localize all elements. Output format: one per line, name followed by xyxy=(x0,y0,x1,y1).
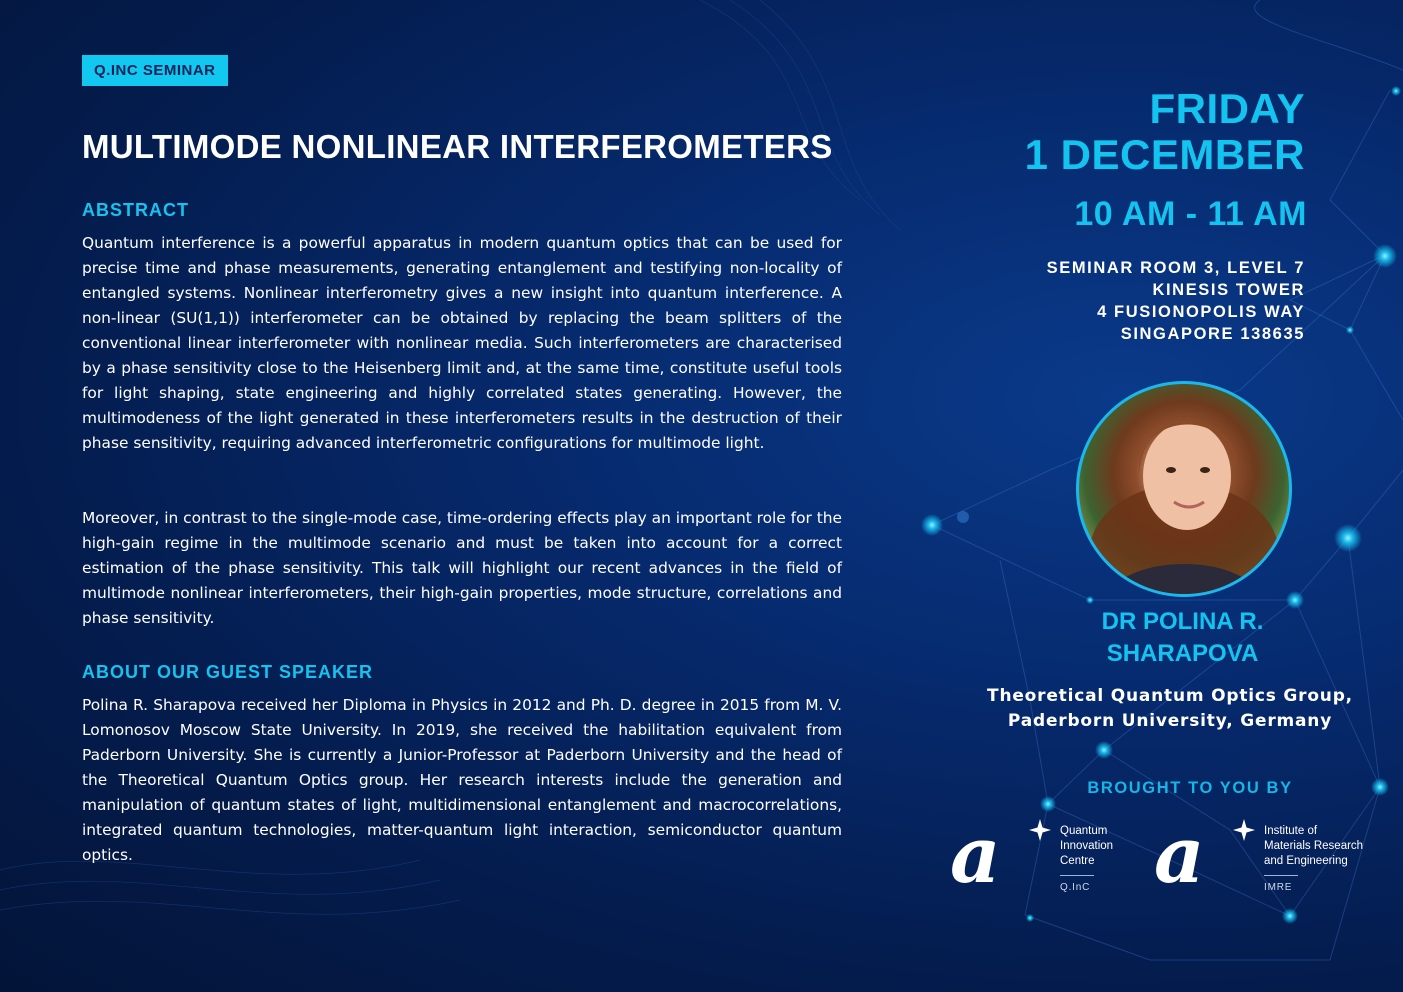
venue-line: SEMINAR ROOM 3, LEVEL 7 xyxy=(1046,259,1305,277)
logo-line: Institute of xyxy=(1264,825,1318,837)
speaker-heading: ABOUT OUR GUEST SPEAKER xyxy=(82,662,374,682)
logo-divider xyxy=(1060,875,1094,876)
event-venue xyxy=(1047,257,1305,345)
abstract-heading: ABSTRACT xyxy=(82,200,189,220)
event-date xyxy=(1025,86,1305,178)
page-title: MULTIMODE NONLINEAR INTERFEROMETERS xyxy=(82,128,833,165)
venue-line: SINGAPORE 138635 xyxy=(1120,325,1305,343)
logo-divider xyxy=(1264,875,1298,876)
logo-line: Quantum xyxy=(1060,825,1108,837)
event-day-month: 1 DECEMBER xyxy=(1024,131,1305,178)
speaker-photo xyxy=(1076,381,1292,597)
logo-line: and Engineering xyxy=(1264,855,1348,867)
event-weekday: FRIDAY xyxy=(1149,85,1305,132)
logo-line: Materials Research xyxy=(1264,840,1364,852)
logo-abbr: IMRE xyxy=(1264,882,1293,893)
logo-line: Innovation xyxy=(1060,840,1114,852)
speaker-name-line: SHARAPOVA xyxy=(1106,640,1259,667)
venue-line: 4 FUSIONOPOLIS WAY xyxy=(1097,303,1305,321)
logo-line: Centre xyxy=(1060,855,1095,867)
imre-logo-mark: a xyxy=(1154,810,1205,901)
speaker-bio: Polina R. Sharapova received her Diploma in Physics in 2012 and Ph. D. degree in 2015 from M. V. Lomonosov Moscow State University. In 2019, she received the habilitation equivalent from Paderborn University. She is currently a Junior-Professor at Paderborn University and the head of the Theoretical Quantum Optics group. Her research interests include the generation and manipulation of quantum states of light, multidimensional entanglement and macrocorrelations, integrated quantum technologies, matter-quantum light interaction, semiconductor quantum optics. xyxy=(82,696,842,864)
qinc-logo-text xyxy=(1060,824,1113,895)
star-icon xyxy=(1232,818,1256,842)
seminar-badge: Q.INC SEMINAR xyxy=(82,55,228,86)
logo-abbr: Q.InC xyxy=(1060,882,1091,893)
speaker-name xyxy=(1060,606,1305,670)
affiliation-line: Theoretical Quantum Optics Group, xyxy=(987,686,1353,706)
abstract-paragraph-1: Quantum interference is a powerful apparatus in modern quantum optics that can be used for precise time and phase measurements, generating entanglement and testifying non-locality of entangled systems. Nonlinear interferometry gives a new insight into quantum interference. A non-linear (SU(1,1)) interferometer can be obtained by replacing the beam splitters of the conventional linear interferometer with nonlinear media. Such interferometers are characterised by a phase sensitivity close to the Heisenberg limit and, at the same time, constitute useful tools for light shaping, state engineering and highly correlated states generating. However, the multimodeness of the light generated in these interferometers results in the destruction of their phase sensitivity, requiring advanced interferometric configurations for multimode light. xyxy=(82,234,842,452)
qinc-logo-mark: a xyxy=(950,810,1001,901)
event-time: 10 AM - 11 AM xyxy=(1074,195,1307,233)
venue-line: KINESIS TOWER xyxy=(1152,281,1305,299)
speaker-portrait-illustration xyxy=(1079,384,1289,594)
speaker-name-line: DR POLINA R. xyxy=(1101,608,1264,635)
star-icon xyxy=(1028,818,1052,842)
imre-logo-text xyxy=(1264,824,1363,895)
speaker-affiliation xyxy=(960,684,1380,734)
abstract-paragraph-2: Moreover, in contrast to the single-mode case, time-ordering effects play an important role for the high-gain regime in the multimode scenario and must be taken into account for a correct estimation of the phase sensitivity. This talk will highlight our recent advances in the field of multimode nonlinear interferometers, their high-gain properties, mode structure, correlations and phase sensitivity. xyxy=(82,509,842,627)
sponsors-heading: BROUGHT TO YOU BY xyxy=(1087,779,1293,797)
affiliation-line: Paderborn University, Germany xyxy=(1007,711,1333,731)
